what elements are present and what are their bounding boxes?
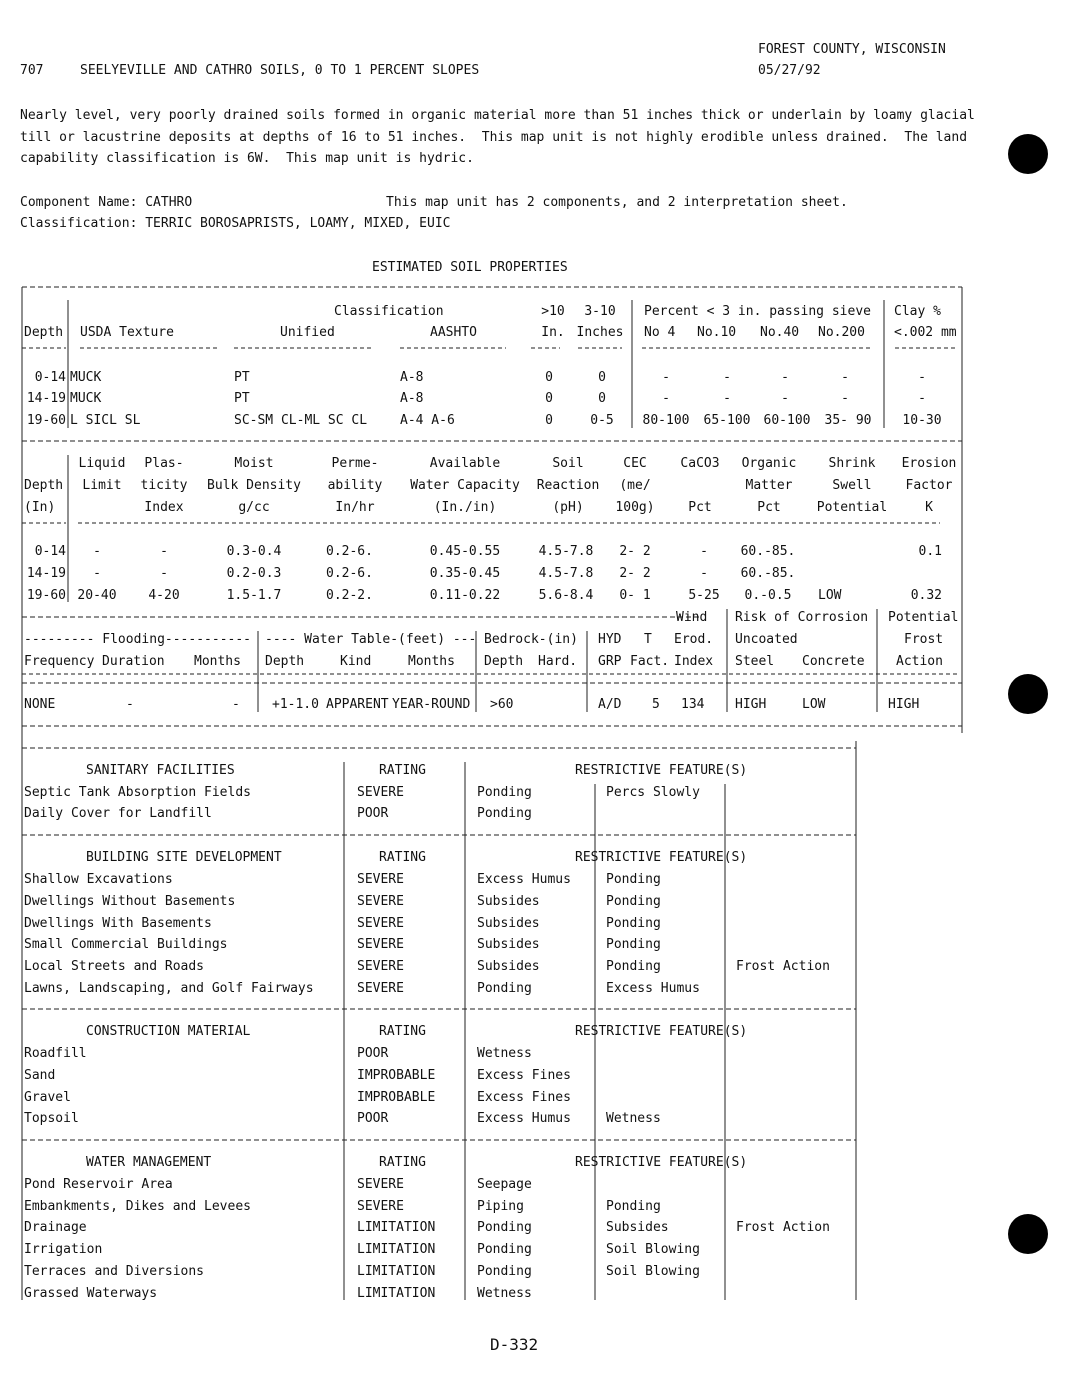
feature-value: Ponding	[606, 872, 661, 887]
col-header: Duration	[102, 654, 165, 669]
value-cell: -	[781, 391, 789, 406]
rating-value: SEVERE	[357, 872, 404, 887]
col-header: Months	[408, 654, 455, 669]
report-date: 05/27/92	[758, 63, 821, 78]
feature-value: Ponding	[606, 894, 661, 909]
feature-value: Subsides	[477, 937, 540, 952]
col-header: HYD	[598, 632, 622, 647]
feature-value: Wetness	[606, 1111, 661, 1126]
feature-value: Frost Action	[736, 1220, 830, 1235]
value-cell: APPARENT	[326, 697, 389, 712]
rating-value: POOR	[357, 806, 389, 821]
value-cell: 0.2-0.3	[226, 566, 282, 581]
col-header: USDA Texture	[80, 325, 174, 340]
col-header: (In)	[24, 500, 56, 515]
col-header: Inches	[576, 325, 624, 340]
use-name: Irrigation	[24, 1242, 103, 1257]
section-title: BUILDING SITE DEVELOPMENT	[86, 850, 282, 865]
col-header: Available	[429, 456, 501, 471]
value-cell: 0.3-0.4	[226, 544, 282, 559]
value-cell: HIGH	[735, 697, 767, 712]
value-cell: 0	[545, 413, 553, 428]
col-header: Unified	[280, 325, 335, 340]
unified-cell: SC-SM CL-ML SC CL	[234, 413, 368, 428]
section-title: SANITARY FACILITIES	[86, 763, 235, 778]
col-header: GRP	[598, 654, 622, 669]
col-header: Organic	[741, 456, 797, 471]
use-name: Septic Tank Absorption Fields	[24, 785, 251, 800]
value-cell: -	[662, 370, 670, 385]
feature-value: Excess Fines	[477, 1068, 571, 1083]
value-cell: 0.11-0.22	[429, 588, 501, 603]
group-header: Potential	[888, 610, 959, 625]
col-header: Months	[194, 654, 241, 669]
col-header: Action	[896, 654, 943, 669]
unified-cell: PT	[234, 370, 250, 385]
col-header: <.002 mm	[894, 325, 957, 340]
col-header: Fact.	[630, 654, 670, 669]
value-cell: 0-5	[590, 413, 614, 428]
col-header: Pct	[757, 500, 781, 515]
value-cell: 4.5-7.8	[538, 544, 594, 559]
feature-value: Ponding	[477, 1242, 532, 1257]
value-cell: -	[918, 370, 926, 385]
feature-value: Ponding	[477, 785, 532, 800]
col-header: Swell	[832, 478, 872, 493]
component-name: Component Name: CATHRO	[20, 195, 193, 210]
feature-value: Ponding	[477, 806, 532, 821]
description-line: Nearly level, very poorly drained soils formed in organic material more than 51 inches thick or underlain by loamy glacial	[20, 108, 975, 123]
feature-value: Seepage	[477, 1177, 532, 1192]
aashto-cell: A-4 A-6	[400, 413, 455, 428]
component-classification: Classification: TERRIC BOROSAPRISTS, LOAMY, MIXED, EUIC	[20, 216, 451, 231]
value-cell: >60	[490, 697, 514, 712]
col-header: Kind	[340, 654, 372, 669]
map-unit-title: SEELYEVILLE AND CATHRO SOILS, 0 TO 1 PERCENT SLOPES	[80, 63, 480, 78]
value-cell: -	[918, 391, 926, 406]
rating-value: SEVERE	[357, 1199, 404, 1214]
value-cell: -	[160, 566, 168, 581]
rating-value: LIMITATION	[357, 1242, 436, 1257]
value-cell: -	[93, 544, 101, 559]
value-cell: -	[160, 544, 168, 559]
feature-value: Excess Fines	[477, 1090, 571, 1105]
col-header: Depth	[24, 478, 64, 493]
properties-title: ESTIMATED SOIL PROPERTIES	[372, 260, 568, 275]
rating-value: SEVERE	[357, 937, 404, 952]
value-cell: 0.2-6.	[326, 544, 373, 559]
county-header: FOREST COUNTY, WISCONSIN	[758, 42, 946, 57]
use-name: Roadfill	[24, 1046, 87, 1061]
rating-value: SEVERE	[357, 981, 404, 996]
rating-value: POOR	[357, 1046, 389, 1061]
value-cell: 0	[598, 370, 606, 385]
col-header: Soil	[552, 456, 584, 471]
col-header: >10	[541, 304, 565, 319]
value-cell: 0.32	[910, 588, 942, 603]
col-header: Frost	[904, 632, 944, 647]
col-header: Water Capacity	[410, 478, 520, 493]
feature-value: Excess Humus	[477, 872, 571, 887]
value-cell: 60.-85.	[740, 566, 796, 581]
col-header: Depth	[484, 654, 524, 669]
feature-value: Subsides	[477, 894, 540, 909]
depth-cell: 19-60	[26, 588, 66, 603]
feature-header: RESTRICTIVE FEATURE(S)	[575, 1155, 748, 1170]
col-header: Reaction	[536, 478, 600, 493]
use-name: Daily Cover for Landfill	[24, 806, 212, 821]
col-header: Erod.	[674, 632, 714, 647]
depth-cell: 14-19	[26, 391, 66, 406]
description-line: till or lacustrine deposits at depths of 16 to 51 inches. This map unit is not highly erodible unless drained. The land	[20, 130, 968, 145]
value-cell: 5-25	[688, 588, 720, 603]
value-cell: -	[232, 697, 240, 712]
col-header: Uncoated	[735, 632, 798, 647]
rating-header: RATING	[379, 850, 426, 865]
value-cell: 0	[598, 391, 606, 406]
feature-value: Excess Humus	[606, 981, 700, 996]
feature-value: Soil Blowing	[606, 1242, 700, 1257]
value-cell: LOW	[818, 588, 842, 603]
feature-value: Subsides	[477, 916, 540, 931]
col-header: Limit	[82, 478, 122, 493]
value-cell: -	[841, 370, 849, 385]
feature-value: Ponding	[477, 1264, 532, 1279]
use-name: Grassed Waterways	[24, 1286, 158, 1301]
value-cell: NONE	[24, 697, 56, 712]
description-line: capability classification is 6W. This map unit is hydric.	[20, 151, 474, 166]
value-cell: YEAR-ROUND	[392, 697, 471, 712]
group-header: Flooding	[102, 632, 165, 647]
value-cell: 2- 2	[619, 544, 651, 559]
section-title: WATER MANAGEMENT	[86, 1155, 212, 1170]
value-cell: -	[662, 391, 670, 406]
value-cell: 80-100	[642, 413, 690, 428]
use-name: Embankments, Dikes and Levees	[24, 1199, 251, 1214]
punch-hole	[1008, 674, 1048, 714]
aashto-cell: A-8	[400, 370, 424, 385]
rating-value: POOR	[357, 1111, 389, 1126]
value-cell: 0.2-2.	[326, 588, 373, 603]
col-header: CEC	[623, 456, 647, 471]
map-symbol: 707	[20, 63, 44, 78]
value-cell: 2- 2	[619, 566, 651, 581]
use-name: Topsoil	[24, 1111, 79, 1126]
value-cell: 0.45-0.55	[429, 544, 501, 559]
col-header: K	[925, 500, 933, 515]
col-header: No.10	[697, 325, 737, 340]
component-note: This map unit has 2 components, and 2 interpretation sheet.	[386, 195, 848, 210]
value-cell: -	[700, 544, 708, 559]
col-header: AASHTO	[430, 325, 477, 340]
use-name: Local Streets and Roads	[24, 959, 205, 974]
use-name: Small Commercial Buildings	[24, 937, 228, 952]
group-header: Bedrock-(in)	[484, 632, 578, 647]
value-cell: 0.35-0.45	[429, 566, 501, 581]
rating-value: LIMITATION	[357, 1264, 436, 1279]
col-header: Perme-	[331, 456, 379, 471]
value-cell: LOW	[802, 697, 826, 712]
feature-value: Ponding	[477, 1220, 532, 1235]
group-header: Risk of Corrosion	[735, 610, 869, 625]
rating-value: SEVERE	[357, 1177, 404, 1192]
texture-cell: L SICL SL	[70, 413, 141, 428]
value-cell: -	[723, 370, 731, 385]
col-header: g/cc	[238, 500, 270, 515]
rating-value: LIMITATION	[357, 1220, 436, 1235]
punch-hole	[1008, 134, 1048, 174]
feature-value: Ponding	[606, 937, 661, 952]
depth-cell: 0-14	[34, 370, 66, 385]
feature-value: Frost Action	[736, 959, 830, 974]
use-name: Drainage	[24, 1220, 87, 1235]
value-cell: 60-100	[763, 413, 811, 428]
col-header: Hard.	[538, 654, 578, 669]
punch-hole	[1008, 1214, 1048, 1254]
value-cell: 20-40	[77, 588, 117, 603]
use-name: Gravel	[24, 1090, 71, 1105]
rating-header: RATING	[379, 763, 426, 778]
value-cell: 60.-85.	[740, 544, 796, 559]
col-header: No 4	[644, 325, 676, 340]
value-cell: 0.-0.5	[744, 588, 792, 603]
use-name: Lawns, Landscaping, and Golf Fairways	[24, 981, 314, 996]
use-name: Terraces and Diversions	[24, 1264, 205, 1279]
rating-value: IMPROBABLE	[357, 1090, 436, 1105]
use-name: Pond Reservoir Area	[24, 1177, 173, 1192]
value-cell: HIGH	[888, 697, 920, 712]
feature-value: Soil Blowing	[606, 1264, 700, 1279]
feature-value: Subsides	[606, 1220, 669, 1235]
col-header: Erosion	[901, 456, 957, 471]
rating-value: SEVERE	[357, 959, 404, 974]
sieve-group-header: Percent < 3 in. passing sieve	[644, 304, 871, 319]
col-header: Bulk Density	[207, 478, 301, 493]
value-cell: -	[841, 391, 849, 406]
col-header: ability	[327, 478, 383, 493]
value-cell: 0	[545, 391, 553, 406]
col-header: Index	[144, 500, 184, 515]
col-header: Index	[674, 654, 714, 669]
col-header: In.	[541, 325, 565, 340]
feature-value: Ponding	[477, 981, 532, 996]
rating-value: LIMITATION	[357, 1286, 436, 1301]
col-header: Clay %	[894, 304, 941, 319]
col-header: 100g)	[615, 500, 655, 515]
feature-header: RESTRICTIVE FEATURE(S)	[575, 850, 748, 865]
aashto-cell: A-8	[400, 391, 424, 406]
value-cell: 134	[681, 697, 705, 712]
col-header: 3-10	[584, 304, 616, 319]
use-name: Sand	[24, 1068, 56, 1083]
col-header: No.40	[760, 325, 800, 340]
feature-value: Wetness	[477, 1046, 532, 1061]
texture-cell: MUCK	[70, 391, 102, 406]
value-cell: -	[93, 566, 101, 581]
col-header: Liquid	[78, 456, 126, 471]
feature-value: Piping	[477, 1199, 524, 1214]
col-header: Pct	[688, 500, 712, 515]
feature-value: Wetness	[477, 1286, 532, 1301]
col-header: (In./in)	[433, 500, 497, 515]
feature-value: Ponding	[606, 959, 661, 974]
col-header: (me/	[619, 478, 651, 493]
use-name: Dwellings Without Basements	[24, 894, 236, 909]
page-number: D-332	[490, 1335, 539, 1354]
value-cell: 5	[652, 697, 660, 712]
section-title: CONSTRUCTION MATERIAL	[86, 1024, 251, 1039]
col-header: ticity	[140, 478, 188, 493]
feature-header: RESTRICTIVE FEATURE(S)	[575, 763, 748, 778]
feature-value: Subsides	[477, 959, 540, 974]
feature-value: Percs Slowly	[606, 785, 700, 800]
value-cell: 5.6-8.4	[538, 588, 594, 603]
col-header: Concrete	[802, 654, 865, 669]
col-header: Shrink	[828, 456, 876, 471]
col-header: In/hr	[335, 500, 375, 515]
value-cell: 4.5-7.8	[538, 566, 594, 581]
value-cell: +1-1.0	[272, 697, 319, 712]
feature-value: Ponding	[606, 916, 661, 931]
value-cell: 35- 90	[824, 413, 872, 428]
col-header: T	[644, 632, 652, 647]
depth-cell: 14-19	[26, 566, 66, 581]
value-cell: 1.5-1.7	[226, 588, 282, 603]
value-cell: 10-30	[902, 413, 942, 428]
col-header: Moist	[234, 456, 274, 471]
rating-value: SEVERE	[357, 785, 404, 800]
col-header: Steel	[735, 654, 775, 669]
use-name: Shallow Excavations	[24, 872, 173, 887]
feature-header: RESTRICTIVE FEATURE(S)	[575, 1024, 748, 1039]
value-cell: 4-20	[148, 588, 180, 603]
group-header: Water Table-(feet)	[304, 632, 446, 647]
rating-header: RATING	[379, 1155, 426, 1170]
depth-cell: 0-14	[34, 544, 66, 559]
rating-value: SEVERE	[357, 894, 404, 909]
value-cell: 0.2-6.	[326, 566, 373, 581]
value-cell: -	[723, 391, 731, 406]
unified-cell: PT	[234, 391, 250, 406]
value-cell: -	[781, 370, 789, 385]
value-cell: 0- 1	[619, 588, 651, 603]
use-name: Dwellings With Basements	[24, 916, 212, 931]
value-cell: 0.1	[918, 544, 942, 559]
value-cell: A/D	[598, 697, 622, 712]
value-cell: -	[700, 566, 708, 581]
col-header: Factor	[905, 478, 953, 493]
depth-cell: 19-60	[26, 413, 66, 428]
texture-cell: MUCK	[70, 370, 102, 385]
classification-group-header: Classification	[334, 304, 444, 319]
col-header: Depth	[24, 325, 64, 340]
value-cell: 65-100	[703, 413, 751, 428]
col-header: Depth	[265, 654, 305, 669]
col-header: CaCO3	[680, 456, 720, 471]
col-header: Potential	[816, 500, 888, 515]
col-header: (pH)	[552, 500, 584, 515]
col-header: No.200	[818, 325, 865, 340]
feature-value: Ponding	[606, 1199, 661, 1214]
feature-value: Excess Humus	[477, 1111, 571, 1126]
rating-value: SEVERE	[357, 916, 404, 931]
value-cell: 0	[545, 370, 553, 385]
rating-header: RATING	[379, 1024, 426, 1039]
rating-value: IMPROBABLE	[357, 1068, 436, 1083]
group-header: Wind	[676, 610, 708, 625]
col-header: Frequency	[24, 654, 95, 669]
col-header: Plas-	[144, 456, 184, 471]
col-header: Matter	[745, 478, 793, 493]
value-cell: -	[126, 697, 134, 712]
